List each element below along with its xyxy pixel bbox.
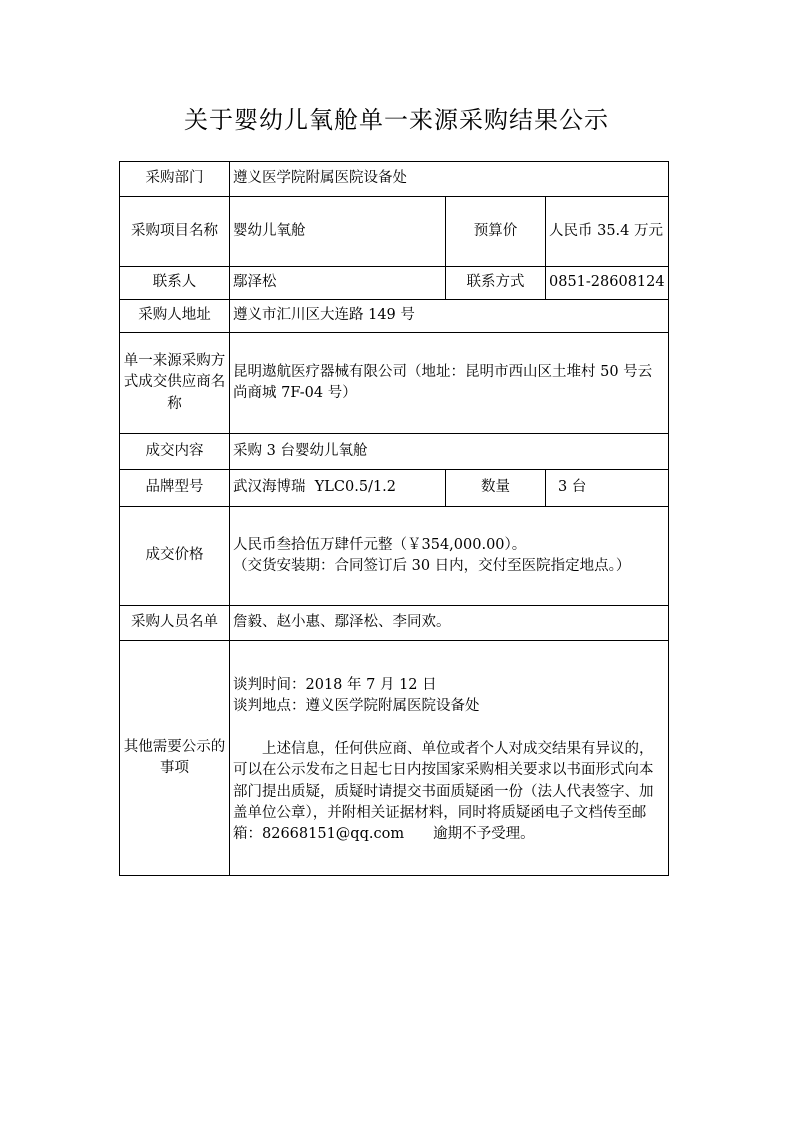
phone-value: 0851-28608124 [546,267,669,300]
department-value: 遵义医学院附属医院设备处 [230,162,669,197]
notice-table [119,161,669,876]
page-title: 关于婴幼儿氧舱单一来源采购结果公示 [184,106,609,134]
other-label: 其他需要公示的事项 [120,641,230,876]
quantity-label: 数量 [446,470,546,507]
delivery-terms: （交货安装期：合同签订后 30 日内，交付至医院指定地点。） [233,558,631,574]
budget-value: 人民币 35.4 万元 [546,197,669,267]
budget-label: 预算价 [446,197,546,267]
other-value [230,641,669,876]
row-content [120,434,669,470]
negotiation-time: 谈判时间：2018 年 7 月 12 日 [233,677,437,694]
quantity-value: 3 台 [546,470,669,507]
row-project [120,197,669,267]
content-value: 采购 3 台婴幼儿氧舱 [230,434,669,470]
department-label: 采购部门 [120,162,230,197]
row-brand [120,470,669,507]
row-staff [120,606,669,641]
brand-value: 武汉海博瑞 YLC0.5/1.2 [230,470,446,507]
row-price [120,507,669,606]
row-department [120,162,669,197]
phone-label: 联系方式 [446,267,546,300]
address-label: 采购人地址 [120,300,230,333]
objection-notice: 上述信息，任何供应商、单位或者个人对成交结果有异议的，可以在公示发布之日起七日内按国家采购相关要求以书面形式向本部门提出质疑，质疑时请提交书面质疑函一份（法人代表签字、加盖单位公章），并附相关证据材料，同时将质疑函电子文档传至邮箱：82668151@qq.com 逾期不予受理。 [233,741,654,842]
price-amount: 人民币叁拾伍万肆仟元整（￥354,000.00）。 [233,536,527,553]
row-address [120,300,669,333]
content-label: 成交内容 [120,434,230,470]
contact-label: 联系人 [120,267,230,300]
row-contact [120,267,669,300]
negotiation-place: 谈判地点：遵义医学院附属医院设备处 [233,698,480,715]
row-other [120,641,669,876]
brand-label: 品牌型号 [120,470,230,507]
staff-value: 詹毅、赵小惠、鄢泽松、李同欢。 [230,606,669,641]
address-value: 遵义市汇川区大连路 149 号 [230,300,669,333]
supplier-label: 单一来源采购方式成交供应商名称 [120,333,230,434]
price-value [230,507,669,606]
supplier-value: 昆明遨航医疗器械有限公司（地址：昆明市西山区土堆村 50 号云尚商城 7F-04 号） [230,333,669,434]
row-supplier [120,333,669,434]
staff-label: 采购人员名单 [120,606,230,641]
project-label: 采购项目名称 [120,197,230,267]
contact-value: 鄢泽松 [230,267,446,300]
project-value: 婴幼儿氧舱 [230,197,446,267]
price-label: 成交价格 [120,507,230,606]
